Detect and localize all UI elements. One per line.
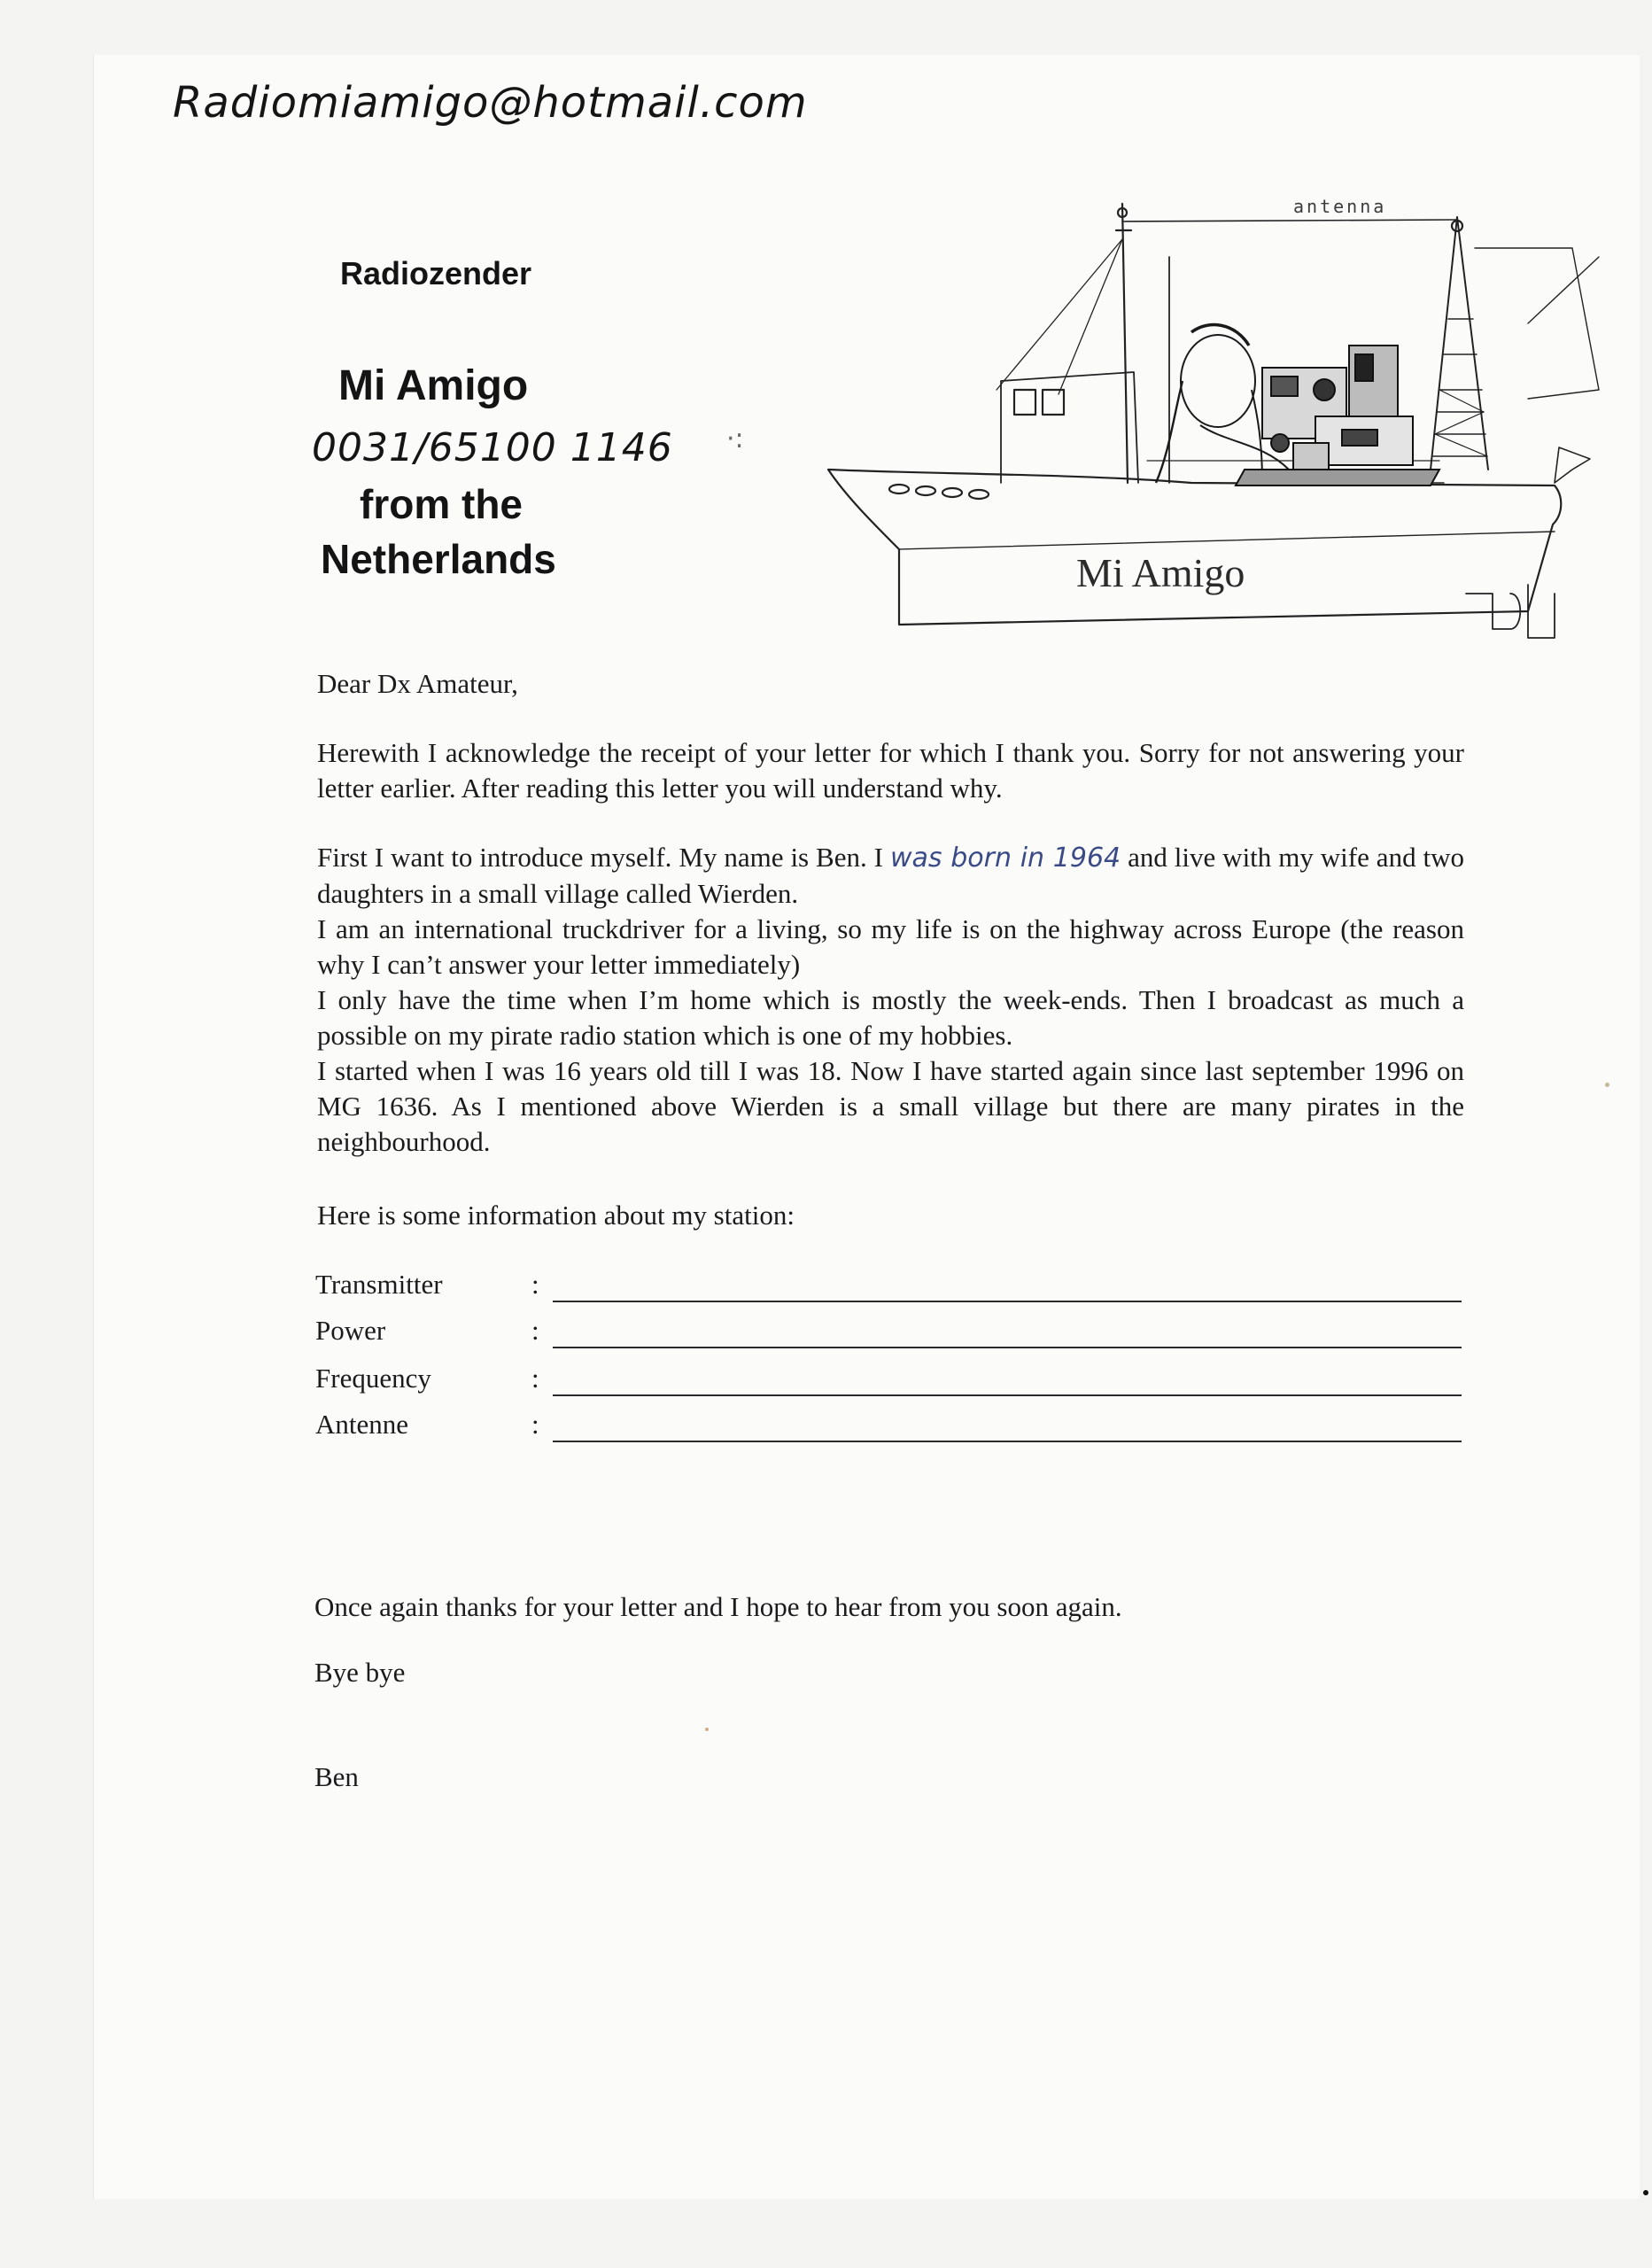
station-info-intro: Here is some information about my station:: [317, 1200, 795, 1231]
station-name: Mi Amigo: [338, 362, 529, 409]
blank-fill-line: [553, 1441, 1462, 1442]
field-frequency: [315, 1363, 1467, 1409]
intro-line-truckdriver: I am an international truckdriver for a living, so my life is on the highway across Europe (the reason why I can’t answer your letter immediately): [317, 913, 1464, 980]
ship-name-label: Mi Amigo: [1076, 550, 1245, 595]
intro-line-history: I started when I was 16 years old till I was 18. Now I have started again since last september 1996 on MG 1636. As I mentioned above Wierden is a small village but there are many pirates in the neighbourhood.: [317, 1055, 1464, 1157]
field-colon: :: [531, 1409, 539, 1440]
intro-text-start: First I want to introduce myself. My name is Ben. I: [317, 842, 890, 873]
field-label: Transmitter: [315, 1269, 443, 1300]
paragraph-introduction: [317, 840, 1464, 1160]
scan-speck: [705, 1728, 709, 1731]
paragraph-acknowledgement: Herewith I acknowledge the receipt of your letter for which I thank you. Sorry for not answering your letter earlier. After reading this letter you will understand why.: [317, 737, 1464, 804]
handwritten-email: Radiomiamigo@hotmail.com: [173, 78, 808, 128]
blank-fill-line: [553, 1301, 1462, 1302]
intro-line-broadcast: I only have the time when I’m home which is mostly the week-ends. Then I broadcast as much a possible on my pirate radio station which is one of my hobbies.: [317, 984, 1464, 1051]
blank-fill-line: [553, 1394, 1462, 1396]
station-type-label: Radiozender: [340, 255, 532, 291]
ship-hull: [828, 470, 1561, 625]
farewell: Bye bye: [314, 1657, 406, 1688]
field-colon: :: [531, 1315, 539, 1346]
operator-head: [1181, 335, 1255, 427]
closing-sentence: Once again thanks for your letter and I hope to hear from you soon again.: [314, 1591, 1122, 1622]
field-label: Antenne: [315, 1409, 409, 1440]
signature-name: Ben: [314, 1761, 359, 1792]
handwritten-insertion: was born in 1964: [889, 843, 1121, 874]
blank-fill-line: [553, 1347, 1462, 1348]
greeting: Dear Dx Amateur,: [317, 668, 518, 699]
handwritten-phone-number: 0031/65100 1146: [312, 425, 673, 470]
country-label: Netherlands: [321, 536, 556, 582]
field-transmitter: [315, 1269, 1467, 1315]
field-colon: :: [531, 1269, 539, 1300]
scan-speck: [1643, 2190, 1648, 2195]
antenna-label: antenna: [1293, 196, 1387, 217]
intro-text-rest: and live with my wife and two daughters in a small village called Wierden.: [317, 842, 1465, 909]
field-power: [315, 1315, 1467, 1361]
field-colon: :: [531, 1363, 539, 1394]
field-label: Frequency: [315, 1363, 431, 1394]
handwritten-mark: ·:: [726, 423, 744, 454]
ship-illustration: [819, 177, 1612, 647]
from-the-label: from the: [360, 481, 523, 527]
field-antenne: [315, 1409, 1467, 1455]
field-label: Power: [315, 1315, 386, 1346]
scan-speck: [1605, 1083, 1609, 1087]
